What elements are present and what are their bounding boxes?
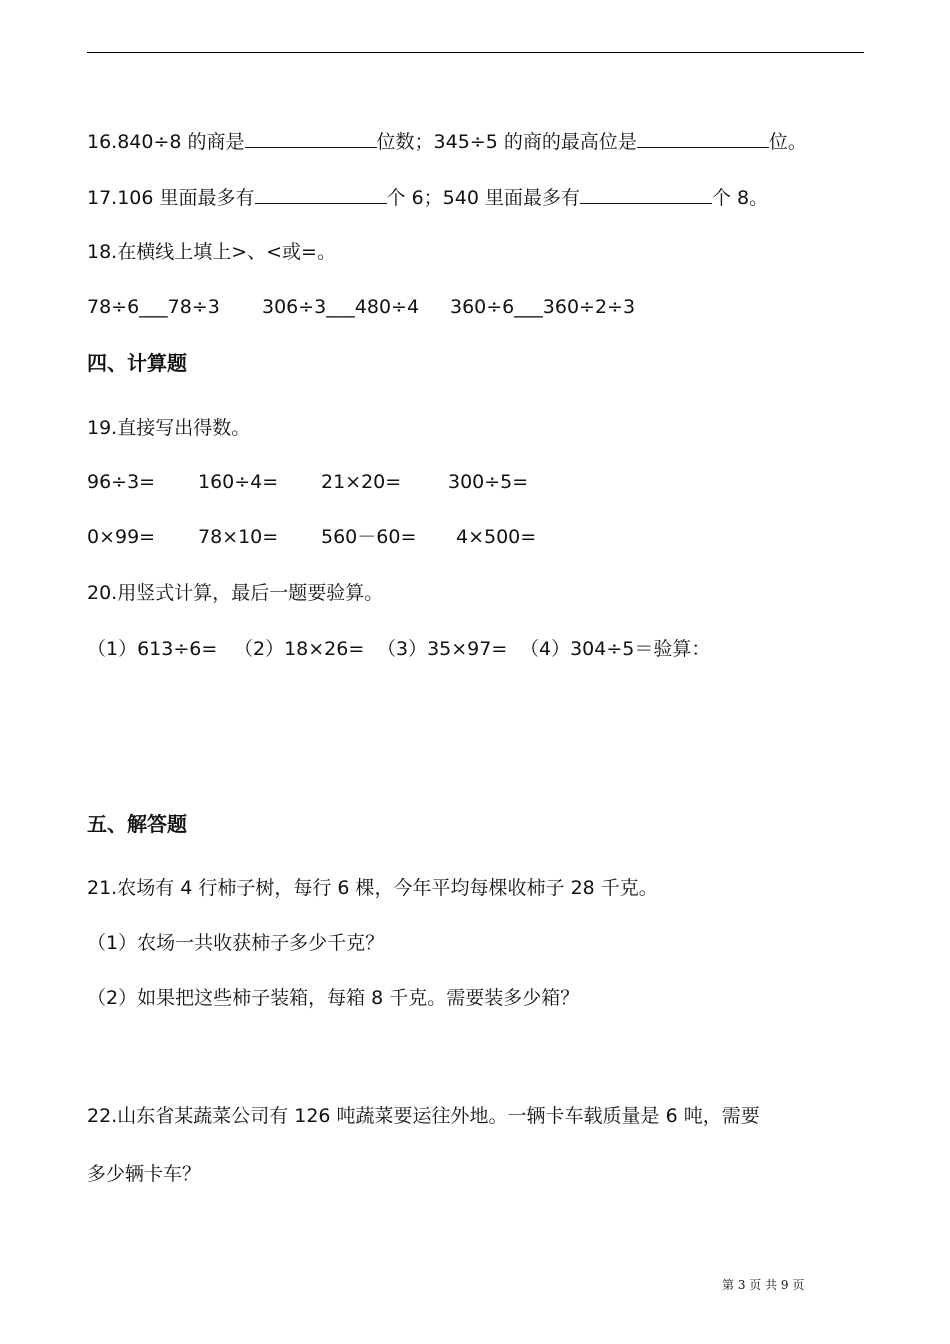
q17-text-3: 个 8。: [711, 187, 769, 209]
section-4-title: 四、计算题: [87, 351, 187, 375]
q16-blank-1[interactable]: [245, 129, 377, 148]
question-22-line-2: 多少辆卡车？: [87, 1163, 202, 1185]
q19-r1-c1: 96÷3=: [87, 471, 156, 493]
question-21-sub-1: （1）农场一共收获柿子多少千克？: [87, 932, 385, 954]
question-20-prompt: 20.用竖式计算，最后一题要验算。: [87, 582, 384, 604]
question-16: [87, 129, 807, 154]
q16-text-2: 位数；345÷5 的商的最高位是: [376, 131, 637, 153]
q18-item-1[interactable]: 78÷6___78÷3: [87, 296, 220, 318]
question-21-sub-2: （2）如果把这些柿子装箱，每箱 8 千克。需要装多少箱？: [87, 987, 580, 1009]
q18-item-3[interactable]: 360÷6___360÷2÷3: [450, 296, 636, 318]
q20-item-2: （2）18×26=: [234, 638, 365, 660]
q16-text-1: 16.840÷8 的商是: [87, 131, 245, 153]
q19-r1-c3: 21×20=: [321, 471, 402, 493]
q19-r2-c3: 560－60=: [321, 526, 417, 548]
q20-item-4: （4）304÷5＝验算：: [520, 638, 711, 660]
question-21-prompt: 21.农场有 4 行柿子树，每行 6 棵，今年平均每棵收柿子 28 千克。: [87, 877, 658, 899]
q19-r1-c4: 300÷5=: [448, 471, 529, 493]
question-22-line-1: 22.山东省某蔬菜公司有 126 吨蔬菜要运往外地。一辆卡车载质量是 6 吨，需要: [87, 1105, 760, 1127]
q17-blank-2[interactable]: [580, 185, 712, 204]
page-number: 第 3 页 共 9 页: [722, 1278, 805, 1292]
q17-text-1: 17.106 里面最多有: [87, 187, 255, 209]
q17-text-2: 个 6；540 里面最多有: [386, 187, 580, 209]
question-19-prompt: 19.直接写出得数。: [87, 417, 251, 439]
q19-r2-c2: 78×10=: [198, 526, 279, 548]
q19-r2-c4: 4×500=: [456, 526, 537, 548]
q19-r2-c1: 0×99=: [87, 526, 156, 548]
q17-blank-1[interactable]: [255, 185, 387, 204]
q16-text-3: 位。: [768, 131, 807, 153]
question-17: [87, 185, 768, 210]
q20-item-1: （1）613÷6=: [87, 638, 218, 660]
q16-blank-2[interactable]: [637, 129, 769, 148]
header-rule: [87, 52, 864, 53]
q19-r1-c2: 160÷4=: [198, 471, 279, 493]
question-18-prompt: 18.在横线上填上>、<或=。: [87, 241, 336, 263]
section-5-title: 五、解答题: [87, 812, 187, 836]
q20-item-3: （3）35×97=: [377, 638, 508, 660]
q18-item-2[interactable]: 306÷3___480÷4: [262, 296, 420, 318]
